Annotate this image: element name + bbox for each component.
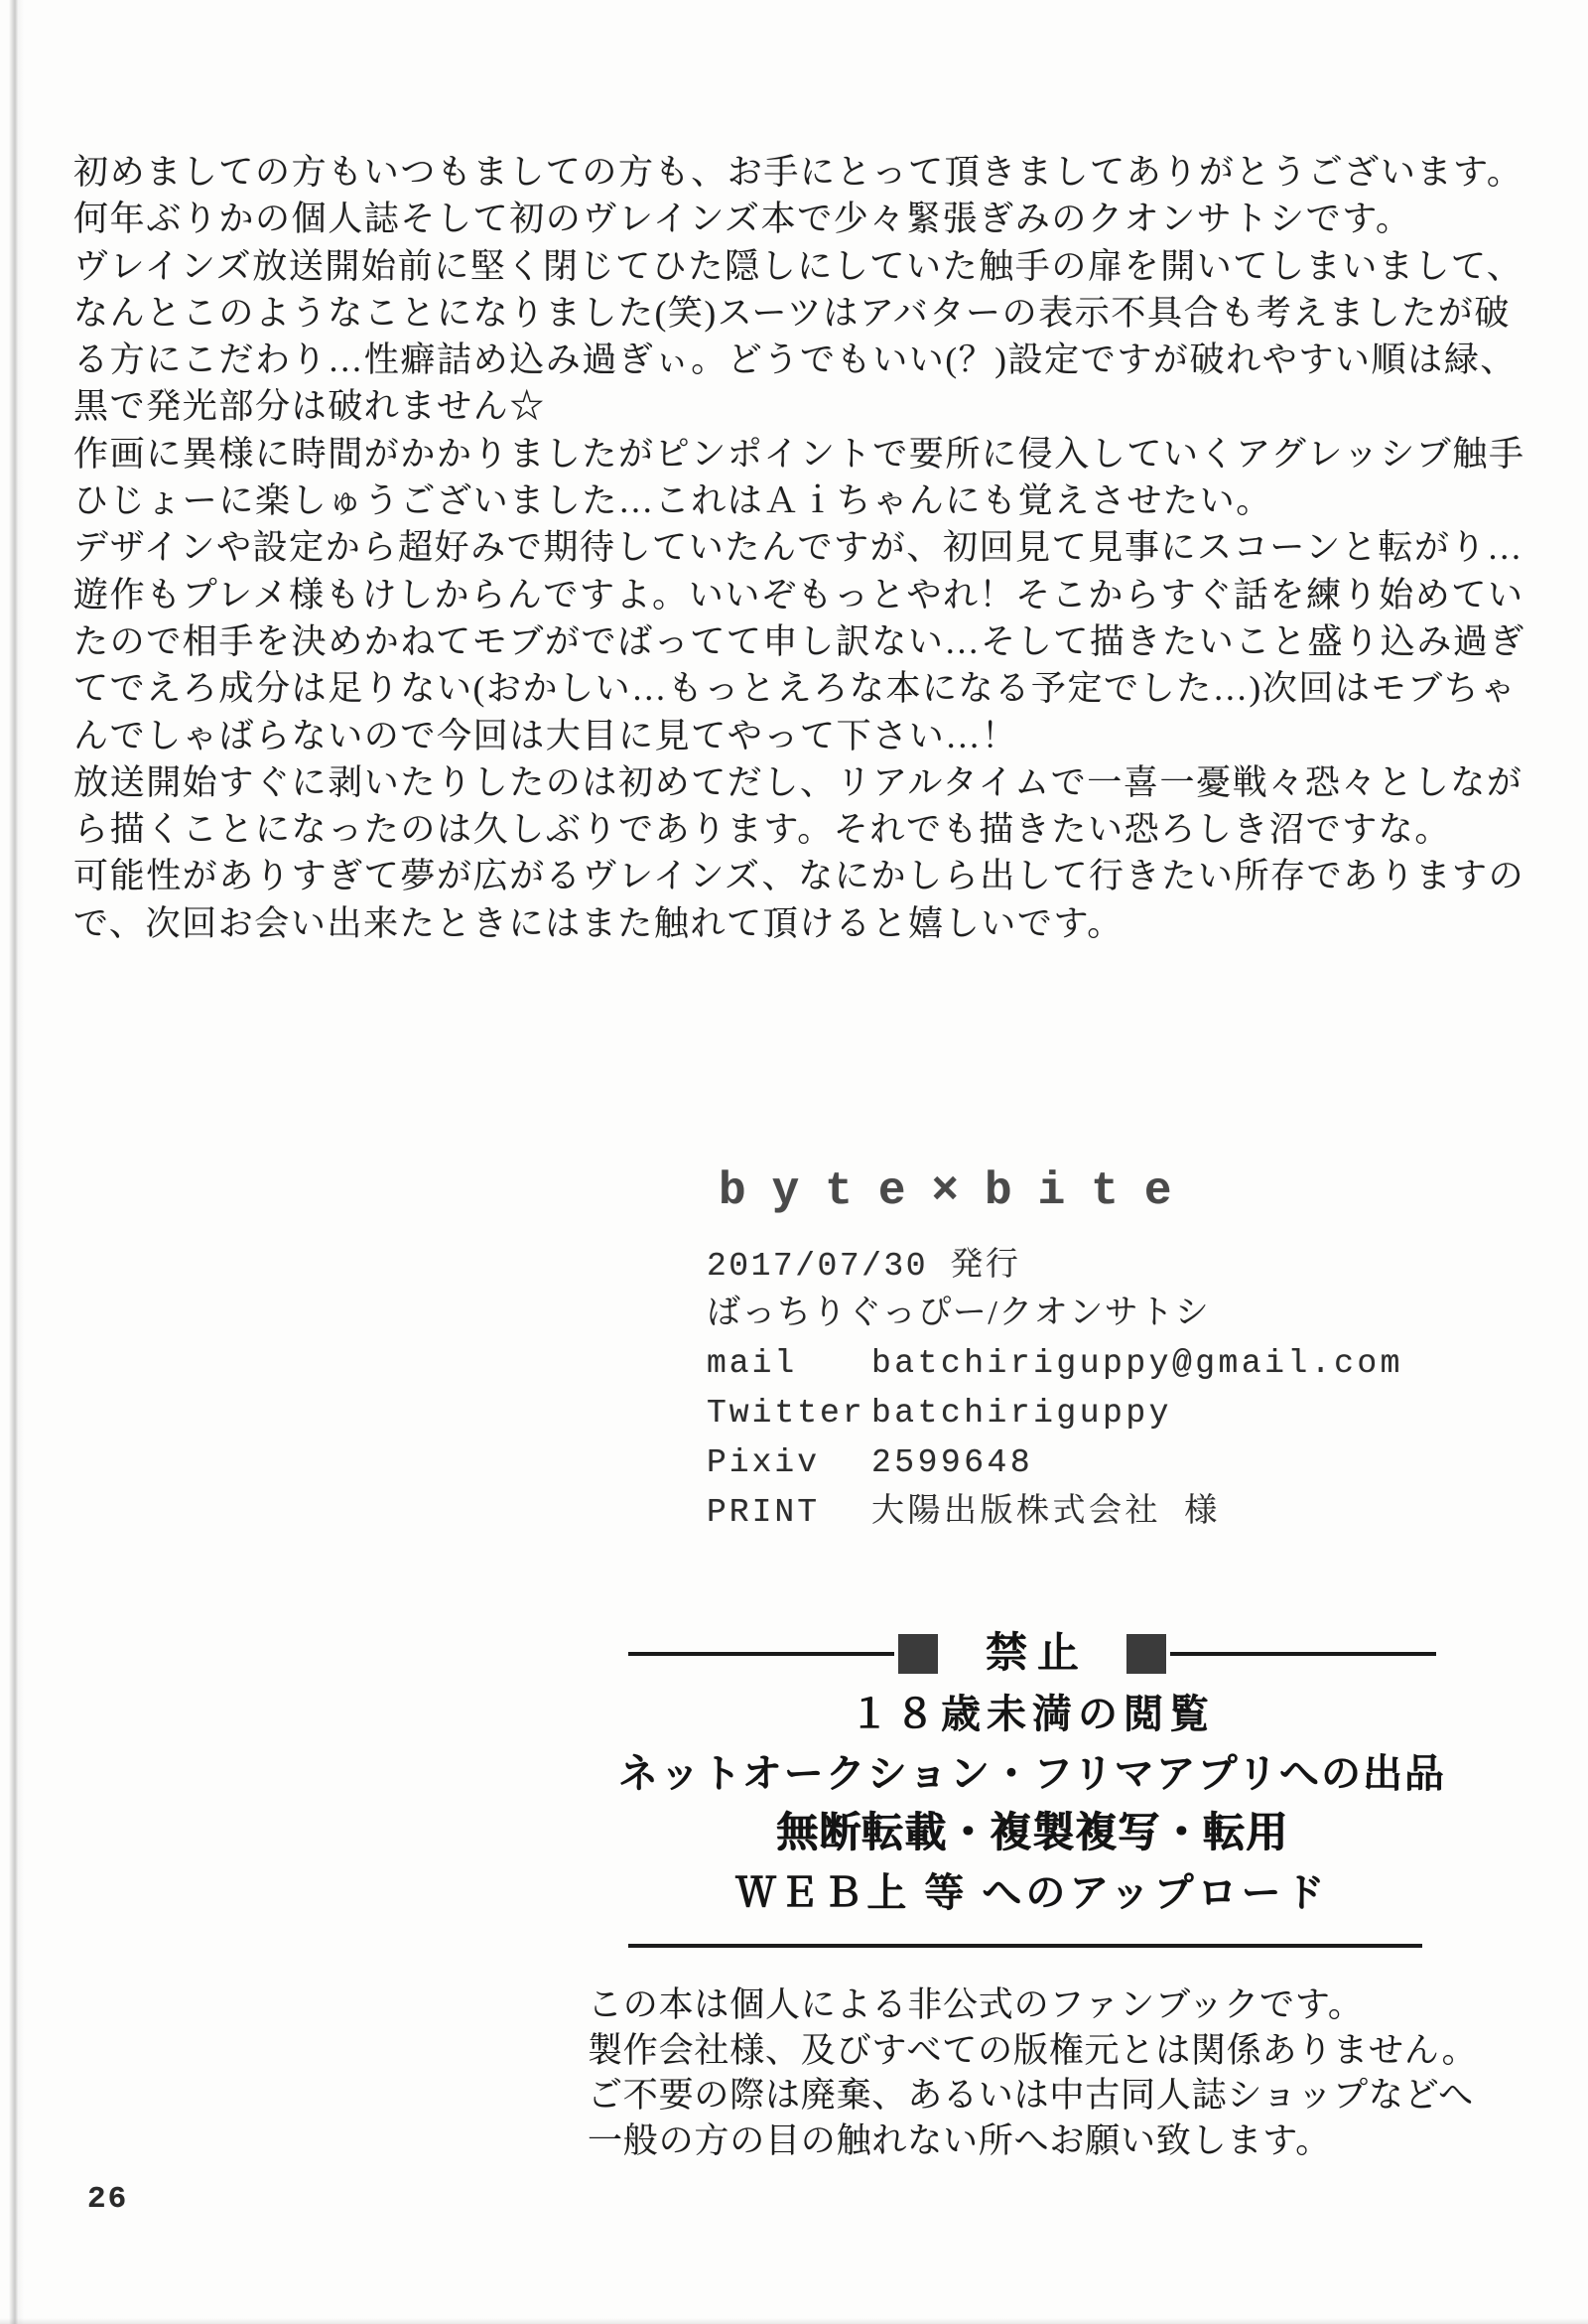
black-square-icon [1126, 1634, 1166, 1674]
contact-label: PRINT [707, 1494, 821, 1531]
contact-label: mail [707, 1345, 798, 1382]
horizontal-rule-right [1170, 1652, 1436, 1656]
afterword-line: デザインや設定から超好みで期待していたんですが、初回見て見事にスコーンと転がり… [73, 528, 1523, 568]
prohibition-title: 禁止 [986, 1631, 1090, 1677]
afterword-line: てでえろ成分は足りない(おかしい…もっとえろな本になる予定でした…)次回はモブちゃ [73, 669, 1517, 709]
afterword-text [73, 149, 1552, 947]
afterword-line: 初めましての方もいつもましての方も、お手にとって頂きましてありがとうございます。 [73, 153, 1523, 192]
disclaimer-line: ご不要の際は廃棄、あるいは中古同人誌ショップなどへ [588, 2076, 1474, 2116]
prohibition-item-auction: ネットオークション・フリマアプリへの出品 [618, 1751, 1446, 1796]
disclaimer-line: 製作会社様、及びすべての版権元とは関係ありません。 [588, 2030, 1478, 2070]
contact-label: Pixiv [707, 1444, 821, 1481]
colophon [707, 1160, 1401, 1542]
separator-rule [628, 1944, 1422, 1948]
contact-row-mail [707, 1343, 1401, 1393]
prohibition-item-age: １８歳未満の閲覧 [850, 1692, 1215, 1736]
contact-value-pixiv-id: 2599648 [871, 1444, 1034, 1481]
publish-date: 2017/07/30 発行 [707, 1248, 1021, 1285]
afterword-line: ら描くことになったのは久しぶりであります。それでも描きたい恐ろしき沼ですな。 [73, 810, 1452, 850]
prohibition-list [536, 1685, 1528, 1923]
contact-value-twitter: batchiriguppy [871, 1395, 1172, 1432]
afterword-line: 作画に異様に時間がかかりましたがピンポイントで要所に侵入していくアグレッシブ触手 [73, 434, 1525, 474]
page-number: 26 [87, 2182, 129, 2217]
contact-row-twitter [707, 1393, 1401, 1442]
afterword-line: ヴレインズ放送開始前に堅く閉じてひた隠しにしていた触手の扉を開いてしまいまして、 [73, 246, 1523, 286]
contact-label: Twitter [707, 1395, 865, 1432]
contact-value-printer: 大陽出版株式会社 様 [871, 1494, 1221, 1531]
afterword-line: 遊作もプレメ様もけしからんですよ。いいぞもっとやれ！そこからすぐ話を練り始めてい [73, 575, 1524, 615]
afterword-line: る方にこだわり…性癖詰め込み過ぎぃ。どうでもいい(？)設定ですが破れやすい順は緑、 [73, 341, 1517, 380]
afterword-line: 何年ぶりかの個人誌そして初のヴレインズ本で少々緊張ぎみのクオンサトシです。 [73, 200, 1412, 239]
scan-edge-bottom-artifact [0, 2318, 1588, 2324]
scan-edge-artifact [9, 0, 24, 2324]
contact-row-pixiv [707, 1442, 1401, 1492]
afterword-line: 黒で発光部分は破れません☆ [73, 387, 546, 427]
prohibition-item-upload: ＷＥＢ上 等 へのアップロード [735, 1870, 1329, 1915]
horizontal-rule-left [628, 1652, 894, 1656]
black-square-icon [898, 1634, 938, 1674]
prohibition-header [628, 1632, 1422, 1676]
afterword-line: たので相手を決めかねてモブがでばってて申し訳ない…そして描きたいこと盛り込み過ぎ [73, 621, 1526, 661]
disclaimer-text [588, 1982, 1521, 2164]
disclaimer-line: 一般の方の目の触れない所へお願い致します。 [588, 2121, 1332, 2161]
prohibition-item-reproduction: 無断転載・複製複写・転用 [775, 1811, 1288, 1856]
afterword-line: ひじょーに楽しゅうございました…これはＡｉちゃんにも覚えさせたい。 [73, 481, 1272, 521]
afterword-line: で、次回お会い出来たときにはまた触れて頂けると嬉しいです。 [73, 903, 1124, 943]
author-circle-line: ばっちりぐっぴー/クオンサトシ [707, 1295, 1211, 1331]
disclaimer-line: この本は個人による非公式のファンブックです。 [588, 1985, 1364, 2024]
afterword-line: んでしゃばらないので今回は大目に見てやって下さい…！ [73, 716, 1018, 755]
book-title: byte×bite [719, 1165, 1198, 1217]
afterword-line: 放送開始すぐに剥いたりしたのは初めてだし、リアルタイムで一喜一憂戦々恐々としなが [73, 762, 1523, 802]
contact-row-print [707, 1492, 1401, 1542]
contact-list [707, 1343, 1401, 1542]
afterword-line: なんとこのようなことになりました(笑)スーツはアバターの表示不具合も考えましたが破 [73, 293, 1511, 333]
afterword-line: 可能性がありすぎて夢が広がるヴレインズ、なにかしら出して行きたい所存でありますの [73, 857, 1525, 896]
contact-value-email: batchiriguppy@gmail.com [871, 1345, 1403, 1382]
